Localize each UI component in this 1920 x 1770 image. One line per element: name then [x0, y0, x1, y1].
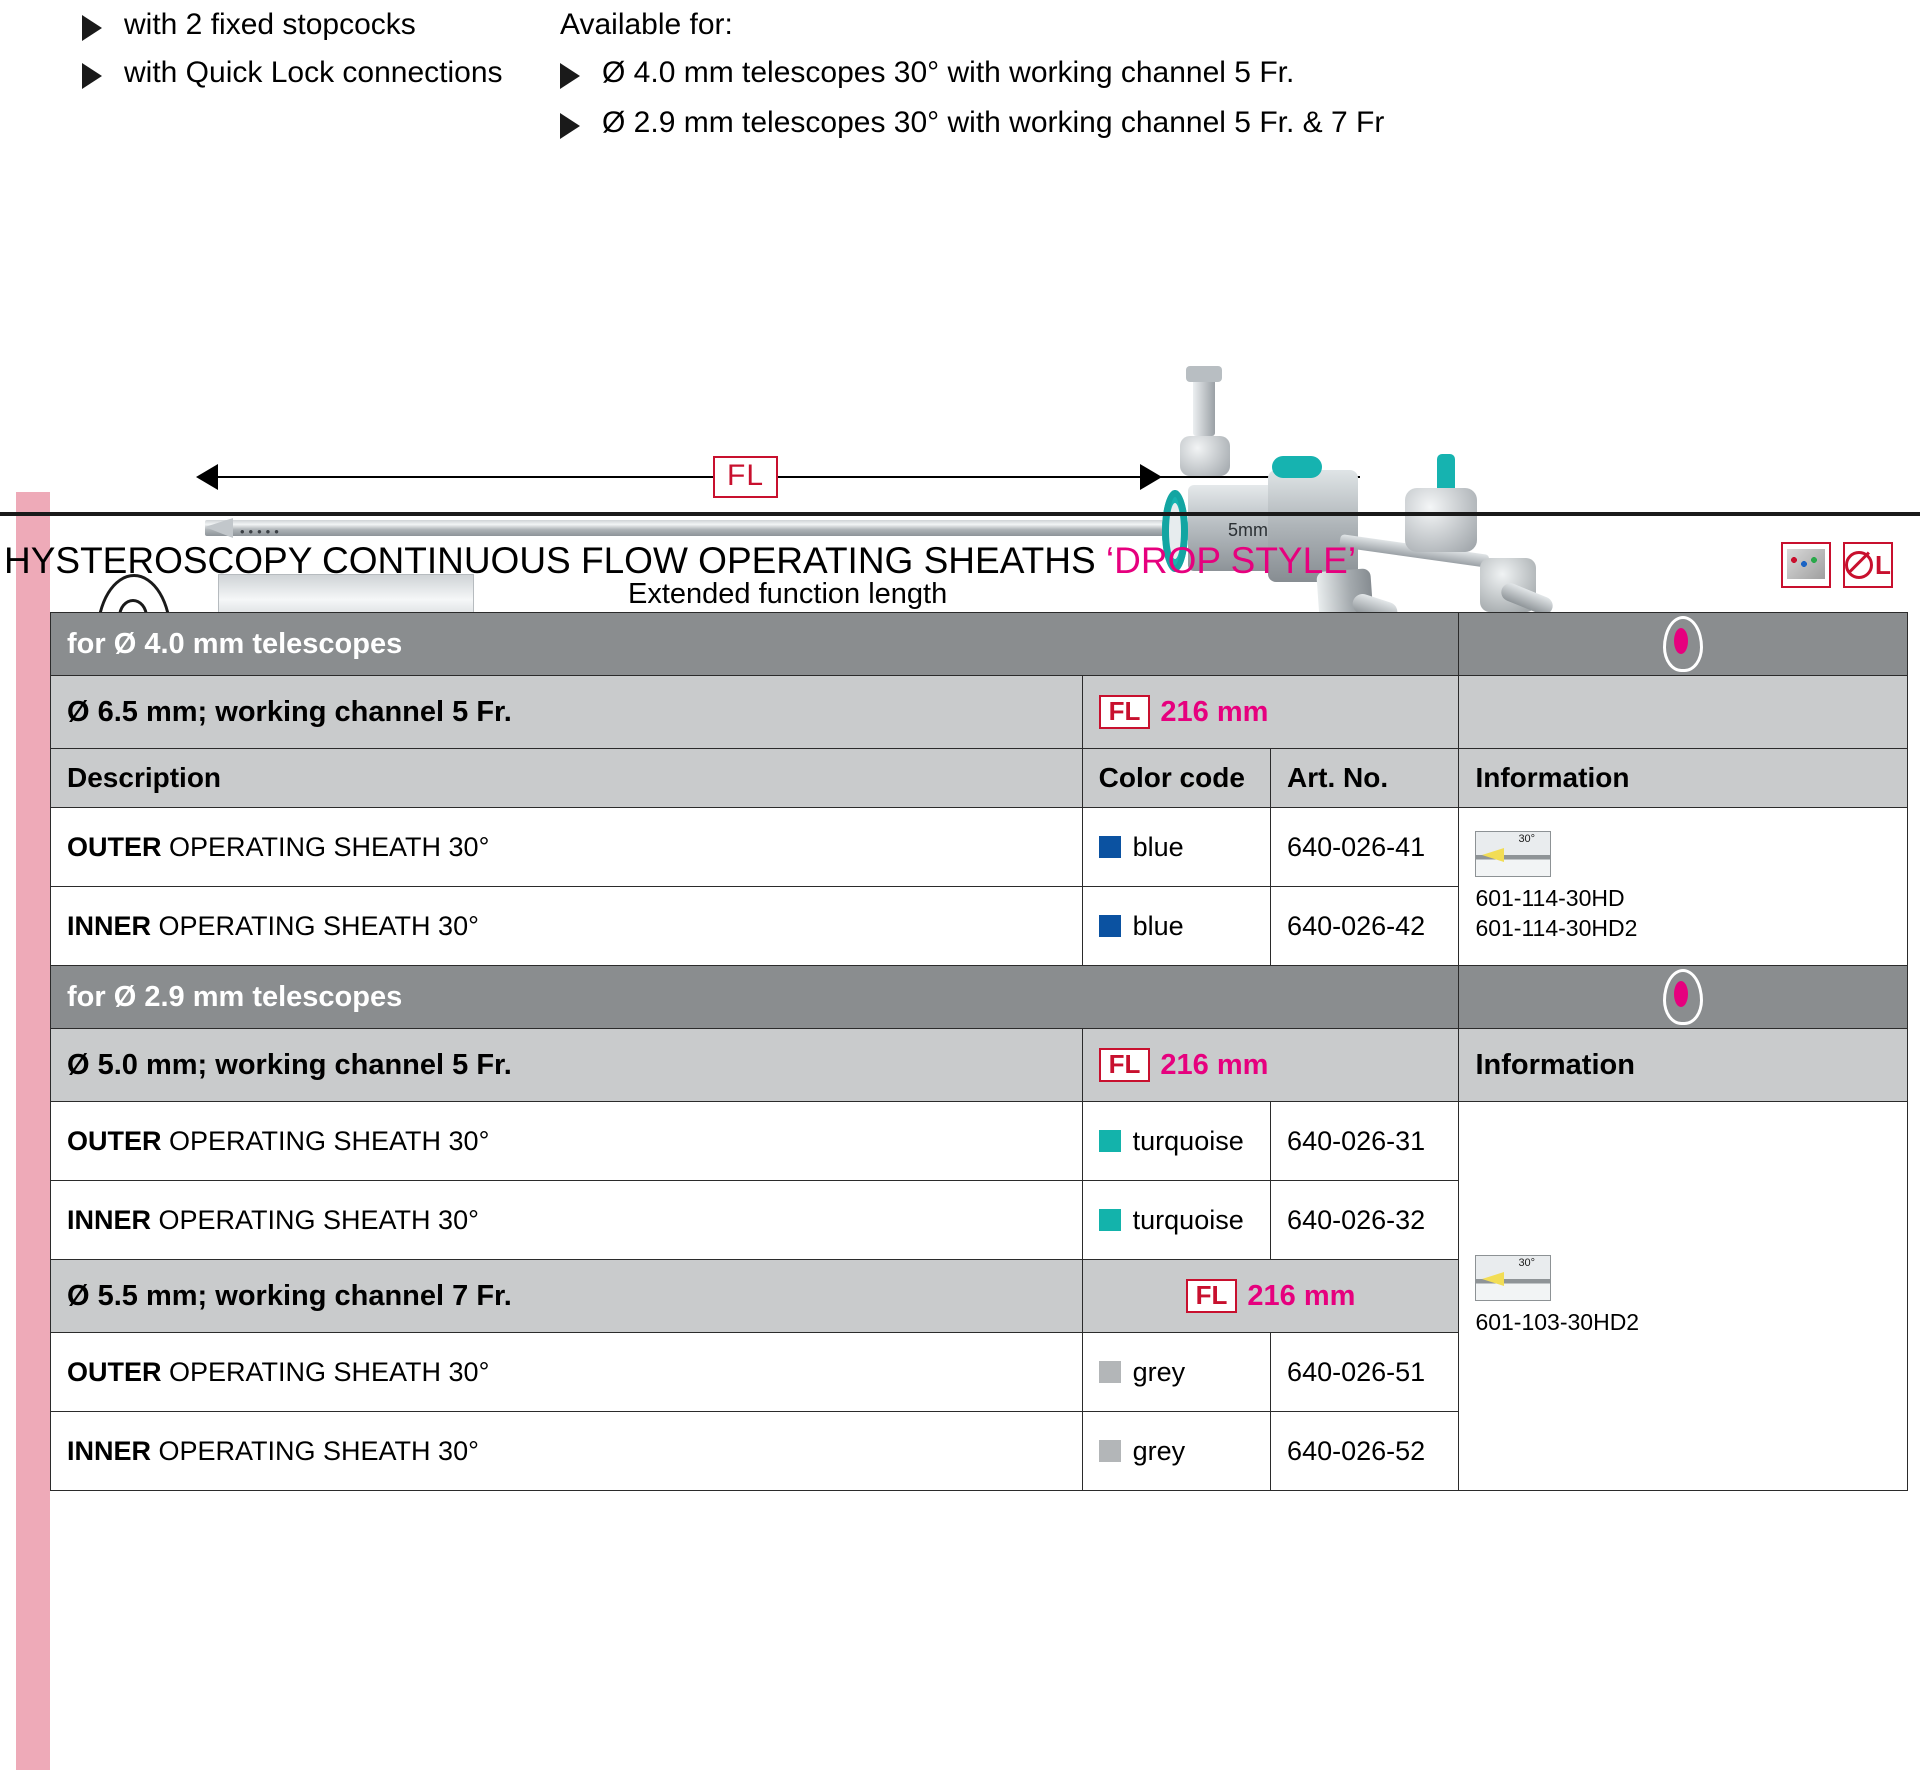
- row-description-rest: OPERATING SHEATH 30°: [161, 1125, 490, 1156]
- triangle-bullet-icon: [82, 15, 102, 41]
- available-for-label: Available for:: [560, 8, 733, 41]
- row-art-no: 640-026-52: [1271, 1412, 1459, 1491]
- fl-cell: [1082, 1260, 1459, 1333]
- row-art-no: 640-026-31: [1271, 1102, 1459, 1181]
- row-description: [51, 887, 1083, 966]
- page-title-accent: ‘DROP STYLE’: [1105, 540, 1357, 581]
- arrow-left-icon: [196, 464, 218, 490]
- row-description-rest: OPERATING SHEATH 30°: [151, 1204, 479, 1235]
- row-color-name: turquoise: [1132, 1125, 1244, 1156]
- color-chart-icon: [1781, 542, 1831, 588]
- page-title: [4, 540, 1356, 582]
- fl-badge: FL: [1186, 1279, 1238, 1313]
- row-color-code: [1082, 808, 1270, 887]
- group-header-label: for Ø 2.9 mm telescopes: [51, 966, 1459, 1029]
- upper-port-tube: [1193, 376, 1215, 436]
- bullet-item: [82, 8, 416, 42]
- column-header-color-code: Color code: [1082, 749, 1270, 808]
- row-art-no: 640-026-41: [1271, 808, 1459, 887]
- color-chart-dots: [1790, 556, 1822, 570]
- row-color-name: grey: [1132, 1356, 1186, 1387]
- row-description: [51, 1412, 1083, 1491]
- color-swatch-icon: [1099, 915, 1121, 937]
- fl-cell: [1082, 1029, 1459, 1102]
- fl-cell: [1082, 676, 1459, 749]
- triangle-bullet-icon: [82, 63, 102, 89]
- information-code: 601-114-30HD: [1475, 884, 1625, 911]
- fl-badge: FL: [1099, 695, 1151, 729]
- row-description-bold: INNER: [67, 910, 152, 941]
- row-description: [51, 1181, 1083, 1260]
- row-description-bold: INNER: [67, 1435, 152, 1466]
- column-header-information: Information: [1459, 1029, 1908, 1102]
- section-icon-group: [1781, 542, 1893, 588]
- color-swatch-icon: [1099, 836, 1121, 858]
- stopcock-lever-teal-1: [1272, 456, 1322, 478]
- column-header-description: Description: [51, 749, 1083, 808]
- group-subheader-label: Ø 5.5 mm; working channel 7 Fr.: [51, 1260, 1083, 1333]
- page-title-main: HYSTEROSCOPY CONTINUOUS FLOW OPERATING SHEATHS: [4, 540, 1106, 581]
- telescope-beam-icon: [1482, 848, 1504, 862]
- sheath-cross-section-icon: [1663, 969, 1703, 1025]
- row-color-name: blue: [1132, 910, 1184, 941]
- color-swatch-icon: [1099, 1440, 1121, 1462]
- fl-value: 216 mm: [1247, 1279, 1356, 1312]
- bullet-label: Ø 2.9 mm telescopes 30° with working channel 5 Fr. & 7 Fr: [602, 106, 1385, 139]
- table-row: [51, 808, 1908, 887]
- row-description: [51, 1333, 1083, 1412]
- bullet-label: with Quick Lock connections: [124, 56, 503, 89]
- row-art-no: 640-026-42: [1271, 887, 1459, 966]
- bullet-item: [560, 56, 1294, 90]
- no-laser-label: L: [1875, 549, 1891, 580]
- figure-caption: Extended function length: [628, 578, 948, 610]
- color-swatch-icon: [1099, 1209, 1121, 1231]
- row-art-no: 640-026-32: [1271, 1181, 1459, 1260]
- group-subheader-row: [51, 676, 1908, 749]
- row-description-bold: OUTER: [67, 1125, 162, 1156]
- fl-value: 216 mm: [1160, 1048, 1269, 1081]
- fl-badge: FL: [1099, 1048, 1151, 1082]
- fl-badge: FL: [713, 456, 778, 498]
- row-color-code: [1082, 1102, 1270, 1181]
- information-block: [1475, 821, 1891, 953]
- row-description-bold: OUTER: [67, 831, 162, 862]
- arrow-right-icon: [1140, 464, 1162, 490]
- group-subheader-label: Ø 5.0 mm; working channel 5 Fr.: [51, 1029, 1083, 1102]
- group-header-row: [51, 613, 1908, 676]
- row-description: [51, 808, 1083, 887]
- intro-bullets-area: [0, 0, 1920, 198]
- group-subheader-label: Ø 6.5 mm; working channel 5 Fr.: [51, 676, 1083, 749]
- row-information: [1459, 808, 1908, 966]
- telescope-angle-label: 30°: [1518, 832, 1536, 845]
- section-divider: [0, 512, 1920, 516]
- bullet-label: with 2 fixed stopcocks: [124, 8, 416, 41]
- sheath-shaft: [205, 520, 1180, 536]
- row-description-bold: INNER: [67, 1204, 152, 1235]
- telescope-angle-icon: [1475, 831, 1551, 877]
- row-color-code: [1082, 1181, 1270, 1260]
- row-description-bold: OUTER: [67, 1356, 162, 1387]
- fl-value: 216 mm: [1160, 695, 1269, 728]
- row-color-name: turquoise: [1132, 1204, 1244, 1235]
- telescope-angle-label: 30°: [1518, 1257, 1536, 1269]
- row-description-rest: OPERATING SHEATH 30°: [151, 910, 479, 941]
- no-laser-icon: [1843, 542, 1893, 588]
- row-color-name: blue: [1132, 831, 1184, 862]
- group-icon-cell: [1459, 966, 1908, 1029]
- color-swatch-icon: [1099, 1130, 1121, 1152]
- information-code: 601-114-30HD2: [1475, 914, 1638, 941]
- information-block: [1475, 1245, 1891, 1347]
- prohibition-circle-icon: [1845, 551, 1873, 579]
- section-header: [0, 540, 1920, 600]
- bullet-label: Ø 4.0 mm telescopes 30° with working channel 5 Fr.: [602, 56, 1295, 89]
- triangle-bullet-icon: [560, 113, 580, 139]
- bullet-item: [82, 56, 503, 90]
- empty-cell: [1459, 676, 1908, 749]
- sheath-tip: [205, 518, 233, 538]
- group-subheader-row: [51, 1029, 1908, 1102]
- information-code: 601-103-30HD2: [1475, 1309, 1640, 1335]
- shaft-size-label: 5mm: [1228, 520, 1268, 540]
- sheath-cross-section-icon: [1663, 616, 1703, 672]
- column-header-information: Information: [1459, 749, 1908, 808]
- triangle-bullet-icon: [560, 63, 580, 89]
- column-header-row: [51, 749, 1908, 808]
- row-color-code: [1082, 1333, 1270, 1412]
- row-information: [1459, 1102, 1908, 1491]
- table-row: [51, 1102, 1908, 1181]
- color-swatch-icon: [1099, 1361, 1121, 1383]
- fl-dimension-line: [205, 476, 1360, 478]
- row-color-name: grey: [1132, 1435, 1186, 1466]
- row-description-rest: OPERATING SHEATH 30°: [161, 1356, 490, 1387]
- upper-port-cap: [1186, 366, 1222, 382]
- page-color-bar: [16, 492, 50, 1770]
- shaft-markings: •••••: [240, 524, 283, 539]
- telescope-angle-icon: [1475, 1255, 1551, 1301]
- row-color-code: [1082, 1412, 1270, 1491]
- group-icon-cell: [1459, 613, 1908, 676]
- quick-lock-connector: [1180, 436, 1230, 476]
- telescope-beam-icon: [1482, 1272, 1504, 1286]
- row-description-rest: OPERATING SHEATH 30°: [161, 831, 490, 862]
- group-header-row: [51, 966, 1908, 1029]
- row-description-rest: OPERATING SHEATH 30°: [151, 1435, 479, 1466]
- group-header-label: for Ø 4.0 mm telescopes: [51, 613, 1459, 676]
- product-spec-table: [50, 612, 1908, 1491]
- bullet-item: [560, 106, 1384, 140]
- column-header-art-no: Art. No.: [1271, 749, 1459, 808]
- row-color-code: [1082, 887, 1270, 966]
- row-art-no: 640-026-51: [1271, 1333, 1459, 1412]
- row-description: [51, 1102, 1083, 1181]
